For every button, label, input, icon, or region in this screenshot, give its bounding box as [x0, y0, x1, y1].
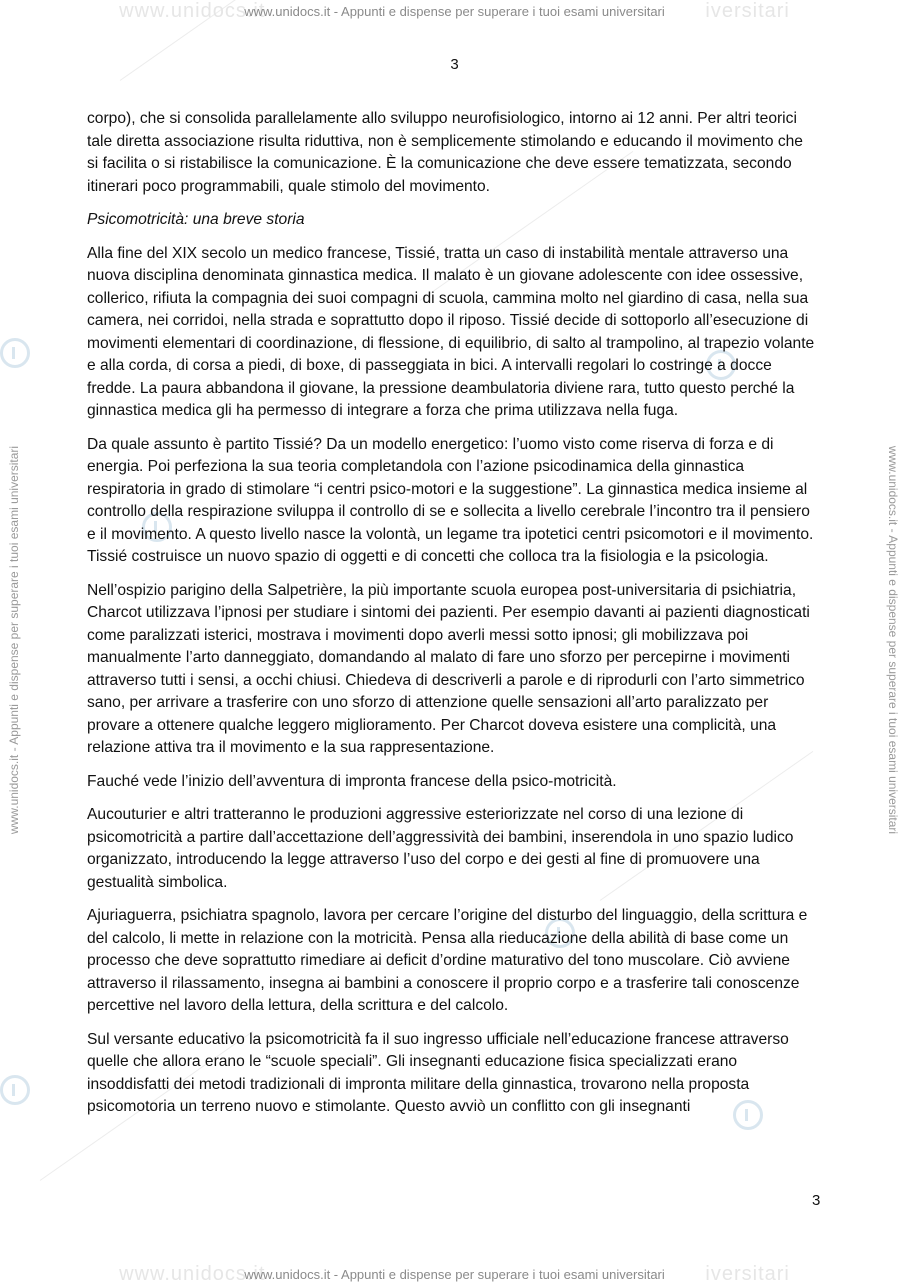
- page-number-bottom: 3: [812, 1192, 821, 1209]
- paragraph: Nell’ospizio parigino della Salpetrière, la più importante scuola europea post-universitaria di psichiatria, Charcot utilizzava l’ipnosi per studiare i sintomi dei pazienti. Per esempio davanti ai pazienti diagnosticati come paralizzati isterici, mostrava i movimenti dopo averli messi sotto ipnosi; gli mobilizzava poi manualmente l’arto danneggiato, domandando al malato di fare uno sforzo per percepirne i movimenti attraverso tutti i sensi, a occhi chiusi. Chiedeva di descriverli a parole e di riprodurli con l’arto simmetrico sano, per arrivare a trasferire con uno sforzo di attenzione quelle sensazioni all’arto paralizzato per provare a ottenere qualche leggero miglioramento. Per Charcot doveva esistere una complicità, una relazione attiva tra il movimento e la sua rappresentazione.: [87, 581, 810, 756]
- document-body: [87, 108, 815, 1130]
- paragraph: corpo), che si consolida parallelamente allo sviluppo neurofisiologico, intorno ai 12 anni. Per altri teorici tale diretta associazione risulta riduttiva, non è semplicemente stimolando e educando il movimento che si facilita o si ristabilisce la comunicazione. È la comunicazione che deve essere tematizzata, secondo itinerari poco programmabili, quale stimolo del movimento.: [87, 110, 803, 195]
- paragraph: Aucouturier e altri tratteranno le produzioni aggressive esteriorizzate nel corso di una lezione di psicomotricità a partire dall’accettazione dell’aggressività dei bambini, inserendola in uno spazio ludico organizzato, introducendo la legge attraverso l’uso del corpo e dei gesti al fine di promuovere una gestualità simbolica.: [87, 806, 794, 891]
- paragraph: Alla fine del XIX secolo un medico francese, Tissié, tratta un caso di instabilità mentale attraverso una nuova disciplina denominata ginnastica medica. Il malato è un giovane adolescente con idee ossessive, collerico, rifiuta la compagnia dei suoi compagni di scuola, cammina molto nel giardino di casa, nella sua camera, nei corridoi, nella strada e soprattutto dopo il riposo. Tissié decide di sottoporlo all’esecuzione di movimenti elementari di coordinazione, di flessione, di equilibrio, di salto al trampolino, al trapezio volante e alla corda, di corsa a piedi, di boxe, di passeggiata in bici. A intervalli regolari lo costringe a docce fredde. La paura abbandona il giovane, la pressione deambulatoria diviene rara, tutto questo perché la ginnastica medica gli ha permesso di integrare a forza che prima utilizzava nella fuga.: [87, 244, 815, 419]
- unidocs-logo-icon: [0, 338, 30, 368]
- page-number-top: 3: [450, 56, 459, 73]
- paragraph: Fauché vede l’inizio dell’avventura di impronta francese della psico-motricità.: [87, 772, 617, 790]
- paragraph: Da quale assunto è partito Tissié? Da un modello energetico: l’uomo visto come riserva di forza e di energia. Poi perfeziona la sua teoria completandola con l’azione psicodinamica della ginnastica respiratoria in grado di stimolare “i centri psico-motori e la suggestione”. La ginnastica medica insieme al controllo della respirazione sviluppa il controllo di se e sollecita a livello cerebrale l’incontro tra il pensiero e il movimento. A questo livello nasce la volontà, un legame tra ipotetici centri psicomotori e il movimento. Tissié costruisce un nuovo spazio di oggetti e di concetti che colloca tra la fisiologia e la psicologia.: [87, 435, 814, 565]
- watermark-ghost-top: www.unidocs.it iversitari: [119, 0, 790, 22]
- footer-watermark: www.unidocs.it - Appunti e dispense per superare i tuoi esami universitari: [244, 1267, 665, 1282]
- side-watermark-right: www.unidocs.it - Appunti e dispense per superare i tuoi esami universitari: [886, 445, 900, 835]
- unidocs-logo-icon: [0, 1075, 30, 1105]
- side-watermark-left: www.unidocs.it - Appunti e dispense per superare i tuoi esami universitari: [7, 445, 21, 835]
- paragraph: Ajuriaguerra, psichiatra spagnolo, lavora per cercare l’origine del disturbo del linguaggio, della scrittura e del calcolo, li mette in relazione con la motricità. Pensa alla rieducazione della abilità di base come un processo che deve soprattutto rimediare ai deficit d’ordine maturativo del tono muscolare. Ciò avviene attraverso il rilassamento, insegna ai bambini a conoscere il proprio corpo e a trasferire tali conoscenze percettive nel lavoro della lettura, della scrittura e del calcolo.: [87, 907, 808, 1014]
- section-heading: Psicomotricità: una breve storia: [87, 211, 305, 228]
- paragraph: Sul versante educativo la psicomotricità fa il suo ingresso ufficiale nell’educazione francese attraverso quelle che allora erano le “scuole speciali”. Gli insegnanti educazione fisica specializzati erano insoddisfatti dei metodi tradizionali di impronta militare della ginnastica, trovarono nella proposta psicomotoria un terreno nuovo e stimolante. Questo avviò un conflitto con gli insegnanti: [87, 1030, 789, 1115]
- header-watermark: www.unidocs.it - Appunti e dispense per superare i tuoi esami universitari: [244, 4, 665, 19]
- watermark-ghost-bottom: www.unidocs.it iversitari: [119, 1263, 790, 1285]
